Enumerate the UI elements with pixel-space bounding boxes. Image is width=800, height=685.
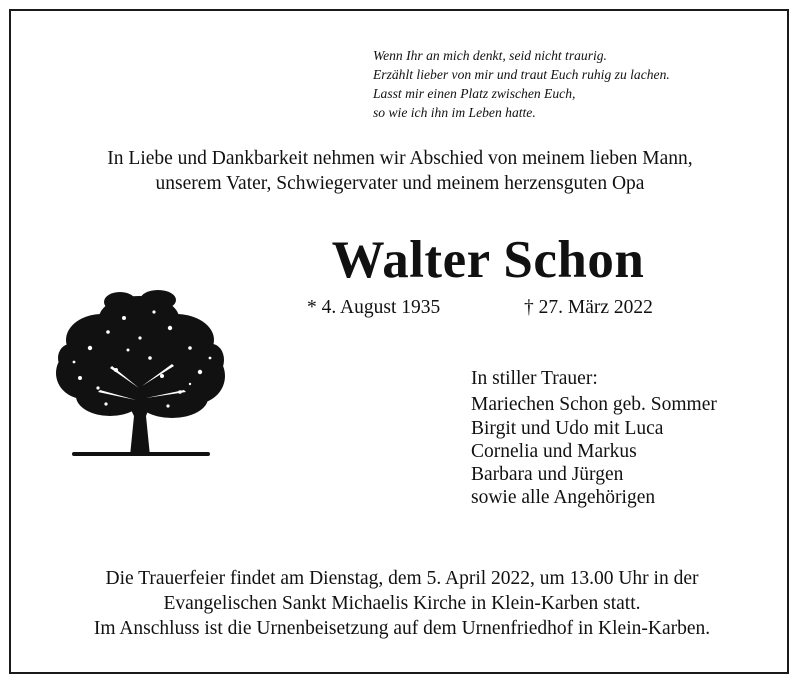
poem-line: Wenn Ihr an mich denkt, seid nicht traurig. [373,48,607,63]
intro-text [0,146,800,196]
service-info [0,566,800,641]
mourners-heading: In stiller Trauer: [471,368,598,389]
birth-date: * 4. August 1935 [307,297,441,318]
poem-line: so wie ich ihn im Leben hatte. [373,105,536,120]
poem-verse [373,46,670,122]
intro-line: In Liebe und Dankbarkeit nehmen wir Abschied von meinem lieben Mann, [107,148,693,169]
deceased-name: Walter Schon [331,231,645,289]
tree-icon [50,288,228,460]
mourner-name: Mariechen Schon geb. Sommer [471,394,717,416]
service-line: Im Anschluss ist die Urnenbeisetzung auf dem Urnenfriedhof in Klein-Karben. [93,618,711,639]
mourner-name: sowie alle Angehörigen [471,487,656,509]
mourners-block [471,367,717,510]
mourner-name: Birgit und Udo mit Luca [471,417,664,439]
intro-line: unserem Vater, Schwiegervater und meinem herzensguten Opa [155,173,645,194]
poem-line: Erzählt lieber von mir und traut Euch ruhig zu lachen. [373,67,670,82]
service-line: Die Trauerfeier findet am Dienstag, dem 5. April 2022, um 13.00 Uhr in der [105,568,699,589]
death-date: † 27. März 2022 [524,297,653,318]
mourner-name: Barbara und Jürgen [471,464,624,486]
poem-line: Lasst mir einen Platz zwischen Euch, [373,86,576,101]
mourner-name: Cornelia und Markus [471,440,637,462]
service-line: Evangelischen Sankt Michaelis Kirche in Klein-Karben statt. [163,593,641,614]
